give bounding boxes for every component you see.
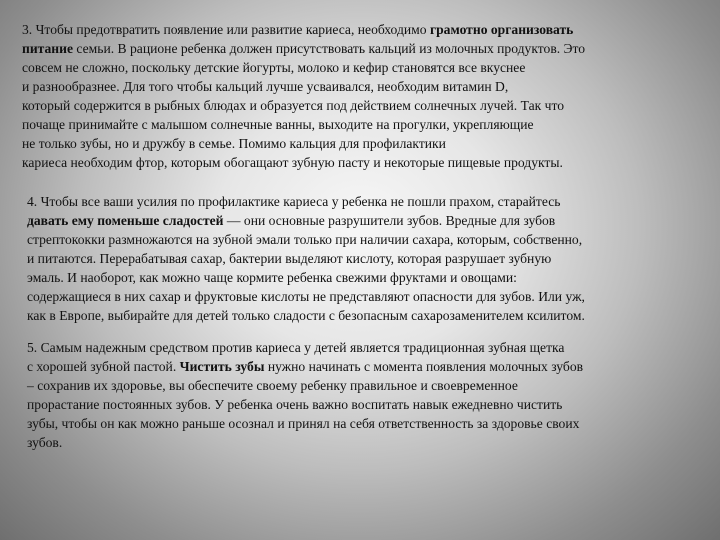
text-run: 3. Чтобы предотвратить появление или развитие кариеса, необходимо xyxy=(22,22,430,37)
text-line xyxy=(22,115,585,134)
text-run: нужно начинать с момента появления молочных зубов xyxy=(264,359,584,374)
text-run: 5. Самым надежным средством против кариеса у детей является традиционная зубная щетка xyxy=(27,340,565,355)
paragraph-5 xyxy=(27,338,583,452)
text-run: – сохранив их здоровье, вы обеспечите своему ребенку правильное и своевременное xyxy=(27,378,518,393)
text-line xyxy=(22,77,585,96)
text-run: — они основные разрушители зубов. Вредные для зубов xyxy=(223,213,556,228)
bold-text: давать ему поменьше сладостей xyxy=(27,213,224,228)
text-line xyxy=(27,433,583,452)
text-run: семьи. В рационе ребенка должен присутствовать кальций из молочных продуктов. Это xyxy=(73,41,586,56)
text-line xyxy=(27,338,583,357)
text-run: как в Европе, выбирайте для детей только сладости с безопасным сахарозаменителем ксилитом. xyxy=(27,308,585,323)
text-line xyxy=(27,211,585,230)
paragraph-4 xyxy=(27,192,585,325)
bold-text: питание xyxy=(22,41,74,56)
text-line xyxy=(27,287,585,306)
text-line xyxy=(22,20,585,39)
text-line xyxy=(22,58,585,77)
text-run: эмаль. И наоборот, как можно чаще кормите ребенка свежими фруктами и овощами: xyxy=(27,270,517,285)
text-line xyxy=(27,192,585,211)
bold-text: Чистить зубы xyxy=(179,359,265,374)
text-run: зубы, чтобы он как можно раньше осознал и принял на себя ответственность за здоровье своих xyxy=(27,416,580,431)
text-run: и разнообразнее. Для того чтобы кальций лучше усваивался, необходим витамин D, xyxy=(22,79,509,94)
text-run: который содержится в рыбных блюдах и образуется под действием солнечных лучей. Так что xyxy=(22,98,565,113)
text-run: с хорошей зубной пастой. xyxy=(27,359,180,374)
text-line xyxy=(22,96,585,115)
text-run: совсем не сложно, поскольку детские йогурты, молоко и кефир становятся все вкуснее xyxy=(22,60,526,75)
text-line xyxy=(22,39,585,58)
text-line xyxy=(27,414,583,433)
text-run: кариеса необходим фтор, которым обогащают зубную пасту и некоторые пищевые продукты. xyxy=(22,155,563,170)
bold-text: грамотно организовать xyxy=(429,22,574,37)
text-line xyxy=(27,395,583,414)
text-line xyxy=(27,249,585,268)
paragraph-3 xyxy=(22,20,585,172)
text-line xyxy=(22,134,585,153)
text-line xyxy=(27,268,585,287)
text-run: почаще принимайте с малышом солнечные ванны, выходите на прогулки, укрепляющие xyxy=(22,117,534,132)
text-line xyxy=(27,376,583,395)
text-line xyxy=(27,357,583,376)
text-run: и питаются. Перерабатывая сахар, бактерии выделяют кислоту, которая разрушает зубную xyxy=(27,251,552,266)
text-run: содержащиеся в них сахар и фруктовые кислоты не представляют опасности для зубов. Или уж, xyxy=(27,289,585,304)
text-run: 4. Чтобы все ваши усилия по профилактике кариеса у ребенка не пошли прахом, старайтесь xyxy=(27,194,561,209)
text-run: стрептококки размножаются на зубной эмали только при наличии сахара, которым, собственно, xyxy=(27,232,583,247)
text-run: зубов. xyxy=(27,435,63,450)
text-run: не только зубы, но и дружбу в семье. Помимо кальция для профилактики xyxy=(22,136,446,151)
text-line xyxy=(27,230,585,249)
text-line xyxy=(27,306,585,325)
text-line xyxy=(22,153,585,172)
text-run: прорастание постоянных зубов. У ребенка очень важно воспитать навык ежедневно чистить xyxy=(27,397,563,412)
